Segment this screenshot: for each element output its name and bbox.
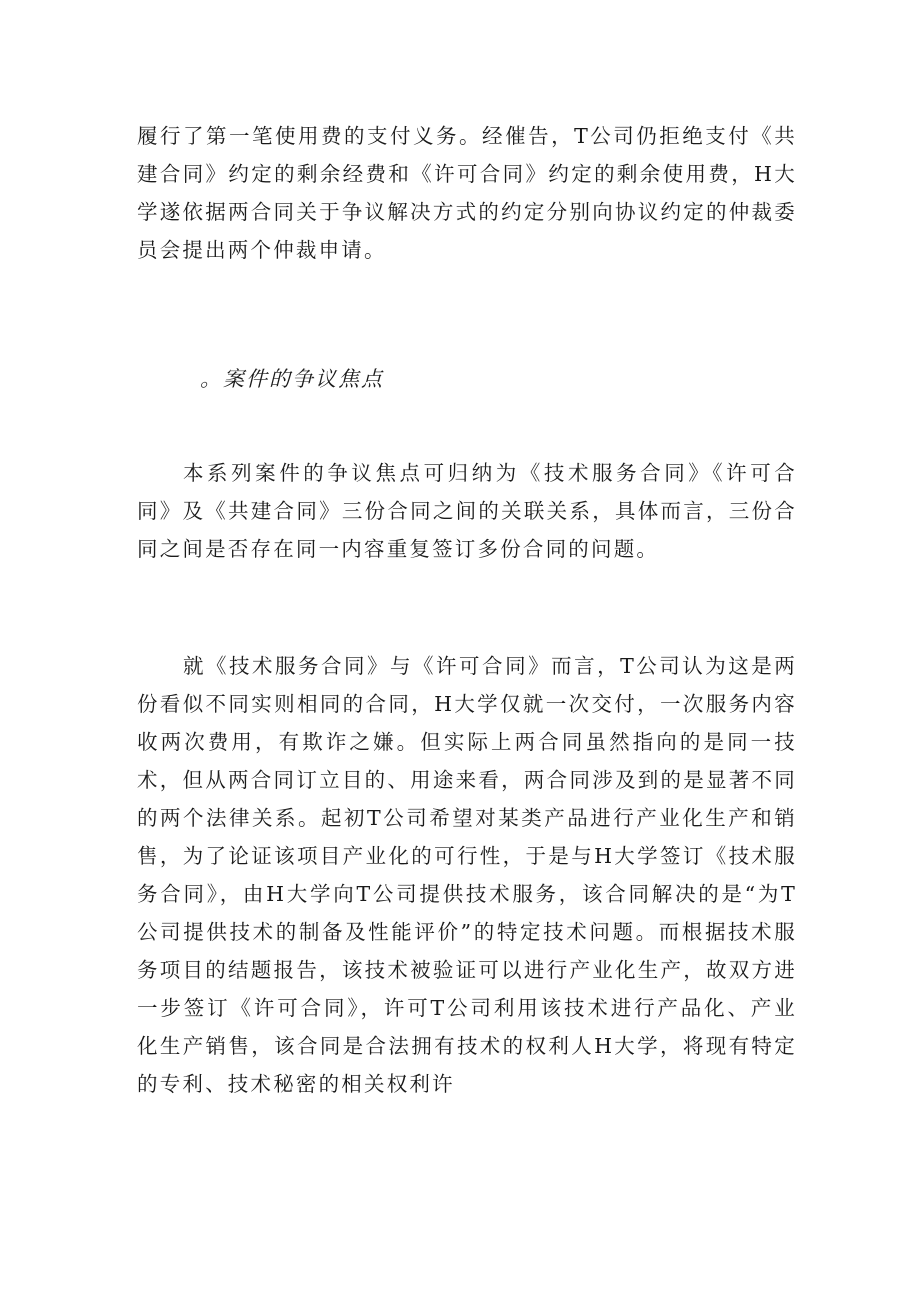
- paragraph-contract-analysis: 就《技术服务合同》与《许可合同》而言，T公司认为这是两份看似不同实则相同的合同，H大学仅就一次交付，一次服务内容收两次费用，有欺诈之嫌。但实际上两合同虽然指向的是同一技术，但从两合同订立目的、用途来看，两合同涉及到的是显著不同的两个法律关系。起初T公司希望对某类产品进行产业化生产和销售，为了论证该项目产业化的可行性，于是与H大学签订《技术服务合同》，由H大学向T公司提供技术服务，该合同解决的是“为T公司提供技术的制备及性能评价”的特定技术问题。而根据技术服务项目的结题报告，该技术被验证可以进行产业化生产，故双方进一步签订《许可合同》，许可T公司利用该技术进行产品化、产业化生产销售，该合同是合法拥有技术的权利人H大学，将现有特定的专利、技术秘密的相关权利许: [137, 654, 797, 1096]
- paragraph-dispute-summary: 本系列案件的争议焦点可归纳为《技术服务合同》《许可合同》及《共建合同》三份合同之间的关联关系，具体而言，三份合同之间是否存在同一内容重复签订多份合同的问题。: [137, 461, 797, 561]
- section-heading-dispute-focus: 。案件的争议焦点: [200, 367, 384, 391]
- paragraph-arbitration-application: 履行了第一笔使用费的支付义务。经催告，T公司仍拒绝支付《共建合同》约定的剩余经费和《许可合同》约定的剩余使用费，H大学遂依据两合同关于争议解决方式的约定分别向协议约定的仲裁委员会提出两个仲裁申请。: [137, 124, 797, 262]
